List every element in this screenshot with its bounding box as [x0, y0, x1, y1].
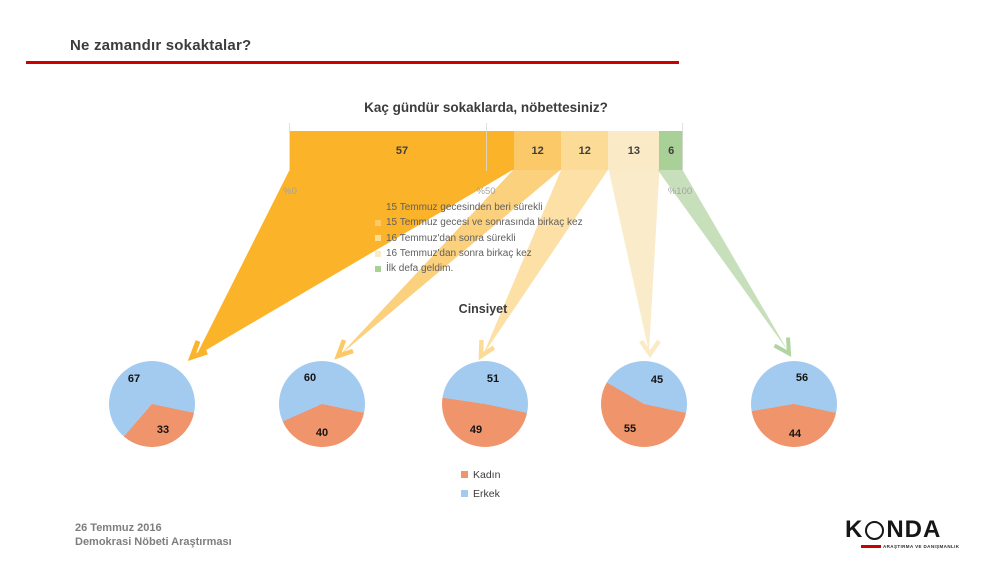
legend-item	[375, 215, 583, 230]
axis-tick-0: %0	[283, 186, 297, 197]
legend-label: Erkek	[473, 487, 500, 500]
pie-chart-3	[442, 361, 528, 447]
pie-chart-1	[109, 361, 195, 447]
arrow-down-right-icon	[775, 338, 790, 354]
legend-swatch-icon	[375, 205, 381, 211]
legend-swatch-icon	[461, 490, 468, 497]
footer-date: 26 Temmuz 2016	[75, 522, 162, 534]
pie-value-erkek: 67	[127, 373, 141, 385]
legend-item	[461, 484, 500, 503]
gridline-100	[682, 123, 683, 171]
bar-value-4: 13	[627, 144, 640, 157]
pie-value-kadin: 40	[315, 427, 329, 439]
konda-logo	[845, 518, 959, 549]
legend-swatch-icon	[375, 235, 381, 241]
bar-value-1: 57	[395, 144, 409, 157]
legend-swatch-icon	[375, 220, 381, 226]
pie-chart-2	[279, 361, 365, 447]
logo-red-bar	[861, 545, 881, 549]
legend-swatch-icon	[461, 471, 468, 478]
bar-segment-4	[608, 131, 659, 170]
arrow-down-left-icon	[338, 340, 353, 356]
bar-value-3: 12	[578, 144, 591, 157]
legend-swatch-icon	[375, 266, 381, 272]
bar-segment-3	[561, 131, 608, 170]
arrow-down-icon	[641, 341, 659, 354]
footer-study-name: Demokrasi Nöbeti Araştırması	[75, 535, 232, 548]
page-title: Ne zamandır sokaktalar?	[70, 37, 252, 54]
funnel-shape-4	[609, 169, 660, 352]
gridline-50	[486, 123, 487, 171]
pie-chart-4	[601, 361, 687, 447]
legend-label: 15 Temmuz gecesi ve sonrasında birkaç kez	[386, 217, 583, 229]
legend-swatch-icon	[375, 251, 381, 257]
legend-item	[375, 231, 583, 246]
pie-value-kadin: 44	[788, 428, 802, 440]
pie-value-kadin: 33	[156, 424, 170, 436]
legend-label: 16 Temmuz'dan sonra sürekli	[386, 232, 516, 244]
pie-value-erkek: 45	[650, 374, 664, 386]
logo-letter-k: K	[845, 516, 864, 543]
bar-value-5: 6	[668, 144, 675, 157]
axis-tick-50: %50	[476, 186, 496, 197]
bar-segment-2	[514, 131, 561, 170]
footer	[75, 522, 232, 549]
pie-value-kadin: 49	[469, 424, 483, 436]
pie-value-erkek: 51	[486, 373, 500, 385]
pie-value-erkek: 56	[795, 372, 809, 384]
bar-chart-title: Kaç gündür sokaklarda, nöbettesiniz?	[364, 100, 608, 115]
legend-label: Kadın	[473, 468, 501, 481]
konda-wordmark	[845, 518, 959, 542]
bar-segment-1	[290, 131, 514, 170]
axis-tick-100: %100	[667, 186, 693, 197]
legend-item	[375, 261, 583, 276]
gridline-0	[289, 123, 290, 171]
pie-chart-5	[751, 361, 837, 447]
legend-item	[375, 200, 583, 215]
legend-item	[461, 465, 500, 484]
pie-value-kadin: 55	[623, 423, 637, 435]
pie-section-title: Cinsiyet	[458, 302, 508, 316]
legend-label: İlk defa geldim.	[386, 263, 454, 275]
bar-legend	[375, 200, 583, 276]
legend-item	[375, 246, 583, 261]
logo-tagline-row	[861, 544, 959, 549]
bar-segment-5	[659, 131, 683, 170]
legend-label: 16 Temmuz'dan sonra birkaç kez	[386, 248, 532, 260]
bar-value-2: 12	[531, 144, 544, 157]
pie-value-erkek: 60	[303, 372, 317, 384]
logo-o-ring-icon	[865, 521, 884, 540]
logo-tagline: ARAŞTIRMA VE DANIŞMANLIK	[883, 544, 960, 549]
logo-letters-nda: NDA	[886, 516, 942, 543]
legend-label: 15 Temmuz gecesinden beri sürekli	[386, 202, 543, 214]
gender-legend	[461, 465, 500, 503]
